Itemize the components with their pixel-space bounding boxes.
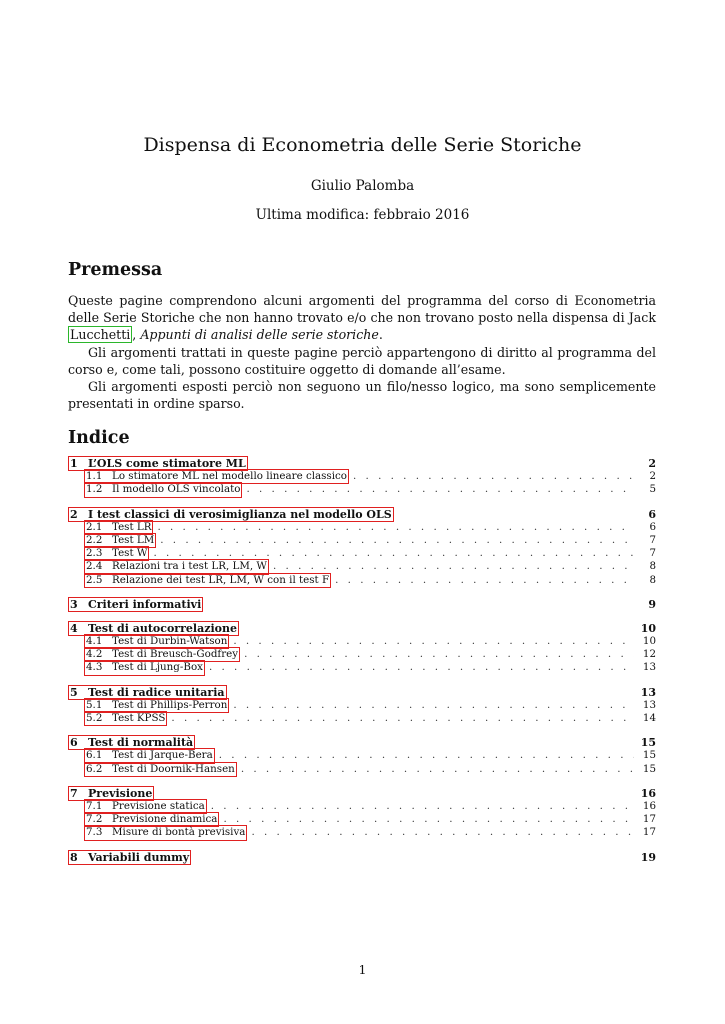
toc-subsection-entry-title: Relazione dei test LR, LM, W con il test F — [112, 573, 330, 586]
toc-section-entry-page: 2 — [648, 457, 656, 470]
toc-subsection-entry-page: 12 — [642, 648, 656, 661]
toc-subsection-entry-link[interactable] — [84, 660, 205, 675]
premessa-text: Queste pagine comprendono alcuni argomenti del programma del corso di Econometria delle Serie Storiche che non hanno trovato e/o che non trovano posto nella dispensa di Jack — [68, 293, 656, 326]
dot-leader — [223, 813, 634, 826]
toc-subsection-entry-link[interactable] — [84, 573, 331, 588]
toc-section-entry-number: 8 — [70, 850, 78, 864]
dot-leader — [335, 574, 634, 587]
toc-subsection-entry-page: 6 — [649, 520, 656, 533]
toc-subsection-entry-title: Test di Phillips-Perron — [112, 698, 228, 711]
toc-subsection-entry-title: Il modello OLS vincolato — [112, 483, 241, 496]
dot-leader — [246, 483, 634, 496]
toc-section — [68, 621, 656, 674]
toc-subsection-entry — [68, 660, 656, 673]
toc-subsection-entry-number: 1.1 — [86, 470, 103, 483]
dot-leader — [251, 826, 634, 839]
toc-subsection-entry-title: Misure di bontà previsiva — [112, 826, 246, 839]
toc-subsection-entry-number: 2.4 — [86, 560, 103, 573]
toc-section-entry-title: Test di radice unitaria — [88, 685, 225, 699]
toc-section-entry-link[interactable] — [68, 850, 191, 865]
toc-subsection-entry-link[interactable] — [84, 825, 247, 840]
toc-subsection-entry — [68, 559, 656, 572]
document-date: Ultima modifica: febbraio 2016 — [255, 207, 470, 223]
toc-subsection-entry-number: 7.1 — [86, 799, 103, 812]
toc-subsection-entry-number: 2.5 — [86, 573, 103, 586]
toc-subsection-entry-page: 17 — [642, 813, 656, 826]
toc-subsection-entry-number: 5.2 — [86, 712, 103, 724]
toc-heading: Indice — [68, 428, 130, 448]
toc-section-entry-link[interactable] — [68, 597, 203, 612]
toc-section-entry — [68, 786, 656, 799]
toc-subsection-entry-number: 6.1 — [86, 749, 103, 762]
dot-leader — [219, 749, 634, 762]
premessa-heading: Premessa — [68, 260, 163, 280]
toc-section-entry-page: 9 — [648, 597, 656, 611]
toc-section-entry — [68, 507, 656, 520]
toc-section — [68, 786, 656, 839]
premessa-body — [68, 292, 656, 412]
toc-section-entry — [68, 621, 656, 634]
premessa-paragraph-2: Gli argomenti trattati in queste pagine perciò appartengono di diritto al programma del corso e, come tali, possono costituire oggetto di domande all’esame. — [68, 344, 656, 377]
toc-subsection-entry — [68, 799, 656, 812]
toc-subsection-entry — [68, 469, 656, 482]
toc-subsection-entry-page: 8 — [649, 560, 656, 573]
toc-subsection-entry-page: 2 — [649, 470, 656, 483]
toc-subsection-entry-page: 15 — [642, 762, 656, 775]
toc-section-entry — [68, 456, 656, 469]
dot-leader — [233, 699, 634, 712]
premessa-paragraph-3: Gli argomenti esposti perciò non seguono un filo/nesso logico, ma sono semplicemente presentati in ordine sparso. — [68, 379, 656, 412]
dot-leader — [160, 534, 634, 547]
toc-subsection-entry-title: Relazioni tra i test LR, LM, W — [112, 560, 268, 573]
toc-section-entry-title: Previsione — [88, 786, 153, 800]
toc-subsection-entry-title: Test di Breusch-Godfrey — [112, 648, 239, 661]
toc-section-entry-number: 3 — [70, 597, 78, 611]
toc-section-entry-title: Test di normalità — [88, 736, 194, 750]
toc-section — [68, 735, 656, 775]
toc-subsection-entry-number: 4.3 — [86, 661, 103, 674]
toc-subsection-entry-number: 5.1 — [86, 698, 103, 711]
toc-subsection-entry-link[interactable] — [84, 482, 242, 497]
toc-subsection-entry-title: Test di Jarque-Bera — [112, 749, 213, 762]
toc-subsection-entry-number: 7.2 — [86, 813, 103, 826]
toc-section-entry-page: 19 — [640, 850, 656, 864]
toc-section-entry-number: 1 — [70, 457, 78, 470]
toc-subsection-entry-page: 5 — [649, 483, 656, 496]
toc-subsection-entry-title: Test LR — [112, 520, 152, 533]
toc-subsection-entry-title: Test di Doornik-Hansen — [112, 762, 235, 775]
toc-subsection-entry-number: 6.2 — [86, 762, 103, 775]
toc-subsection-entry-title: Previsione statica — [112, 799, 205, 812]
toc-section-entry-title: Variabili dummy — [88, 850, 190, 864]
toc-section-entry-title: I test classici di verosimiglianza nel modello OLS — [88, 507, 392, 521]
toc-subsection-entry-link[interactable] — [84, 711, 167, 726]
toc-subsection-entry — [68, 634, 656, 647]
toc-subsection-entry-title: Test KPSS — [112, 712, 166, 724]
toc-subsection-entry — [68, 812, 656, 825]
toc-subsection-entry-page: 13 — [642, 661, 656, 674]
dot-leader — [211, 800, 634, 813]
toc-subsection-entry-number: 2.2 — [86, 533, 103, 546]
toc-subsection-entry-number: 4.1 — [86, 635, 103, 648]
table-of-contents — [68, 456, 656, 874]
toc-subsection-entry — [68, 762, 656, 775]
toc-subsection-entry-number: 2.1 — [86, 520, 103, 533]
toc-subsection-entry-page: 14 — [642, 712, 656, 724]
toc-subsection-entry-page: 7 — [649, 547, 656, 560]
toc-subsection-entry-title: Test di Durbin-Watson — [112, 635, 228, 648]
lucchetti-citation-link[interactable]: Lucchetti — [70, 327, 131, 343]
toc-section-entry-number: 4 — [70, 621, 78, 635]
toc-subsection-entry-title: Previsione dinamica — [112, 813, 218, 826]
toc-subsection-entry-page: 16 — [642, 799, 656, 812]
toc-subsection-entry-number: 7.3 — [86, 826, 103, 839]
toc-subsection-entry-page: 13 — [642, 698, 656, 711]
document-title: Dispensa di Econometria delle Serie Storiche — [143, 134, 582, 156]
toc-section-entry-page: 6 — [648, 507, 656, 521]
toc-section-entry-page: 10 — [640, 621, 656, 635]
toc-section-entry-title: Test di autocorrelazione — [88, 621, 237, 635]
toc-section-entry-title: L’OLS come stimatore ML — [88, 457, 246, 470]
toc-subsection-entry-title: Test LM — [112, 533, 155, 546]
dot-leader — [209, 661, 634, 674]
premessa-paragraph-1 — [68, 292, 656, 344]
toc-section-entry-title: Criteri informativi — [88, 597, 202, 611]
toc-section-entry-page: 15 — [640, 736, 656, 750]
toc-subsection-entry — [68, 533, 656, 546]
toc-subsection-entry-number: 1.2 — [86, 483, 103, 496]
toc-section-entry-number: 6 — [70, 736, 78, 750]
toc-subsection-entry-page: 8 — [649, 573, 656, 586]
dot-leader — [241, 763, 634, 776]
toc-subsection-entry — [68, 573, 656, 586]
toc-subsection-entry-title: Test di Ljung-Box — [112, 661, 203, 674]
toc-subsection-entry — [68, 546, 656, 559]
toc-section — [68, 597, 656, 610]
toc-subsection-entry-page: 10 — [642, 635, 656, 648]
toc-subsection-entry-title: Lo stimatore ML nel modello lineare classico — [112, 470, 347, 483]
dot-leader — [233, 635, 634, 648]
toc-section-entry-number: 5 — [70, 685, 78, 699]
toc-subsection-entry-title: Test W — [112, 547, 148, 560]
toc-subsection-entry-page: 17 — [642, 826, 656, 839]
toc-section-entry — [68, 735, 656, 748]
toc-subsection-entry — [68, 698, 656, 711]
toc-subsection-entry-number: 2.3 — [86, 547, 103, 560]
premessa-text: , — [132, 327, 141, 343]
toc-subsection-entry — [68, 711, 656, 724]
toc-subsection-entry — [68, 748, 656, 761]
toc-section-entry — [68, 850, 656, 863]
toc-subsection-entry — [68, 825, 656, 838]
toc-subsection-entry — [68, 482, 656, 495]
toc-section-entry — [68, 597, 656, 610]
document-author: Giulio Palomba — [310, 178, 415, 194]
dot-leader — [171, 712, 634, 725]
toc-subsection-entry — [68, 647, 656, 660]
premessa-text: . — [378, 327, 383, 343]
toc-section-entry-page: 16 — [640, 786, 656, 800]
dot-leader — [157, 521, 634, 534]
toc-section — [68, 456, 656, 496]
toc-subsection-entry-page: 7 — [649, 533, 656, 546]
page-number: 1 — [358, 962, 367, 977]
toc-subsection-entry-page: 15 — [642, 749, 656, 762]
dot-leader — [244, 648, 634, 661]
toc-section-entry-number: 7 — [70, 786, 78, 800]
toc-subsection-entry-number: 4.2 — [86, 648, 103, 661]
dot-leader — [353, 470, 634, 483]
toc-section — [68, 507, 656, 586]
premessa-book-title: Appunti di analisi delle serie storiche — [140, 327, 379, 343]
toc-section-entry-number: 2 — [70, 507, 78, 521]
toc-section — [68, 685, 656, 725]
toc-subsection-entry-link[interactable] — [84, 762, 237, 777]
toc-section — [68, 850, 656, 863]
toc-section-entry — [68, 685, 656, 698]
toc-section-entry-page: 13 — [640, 685, 656, 699]
